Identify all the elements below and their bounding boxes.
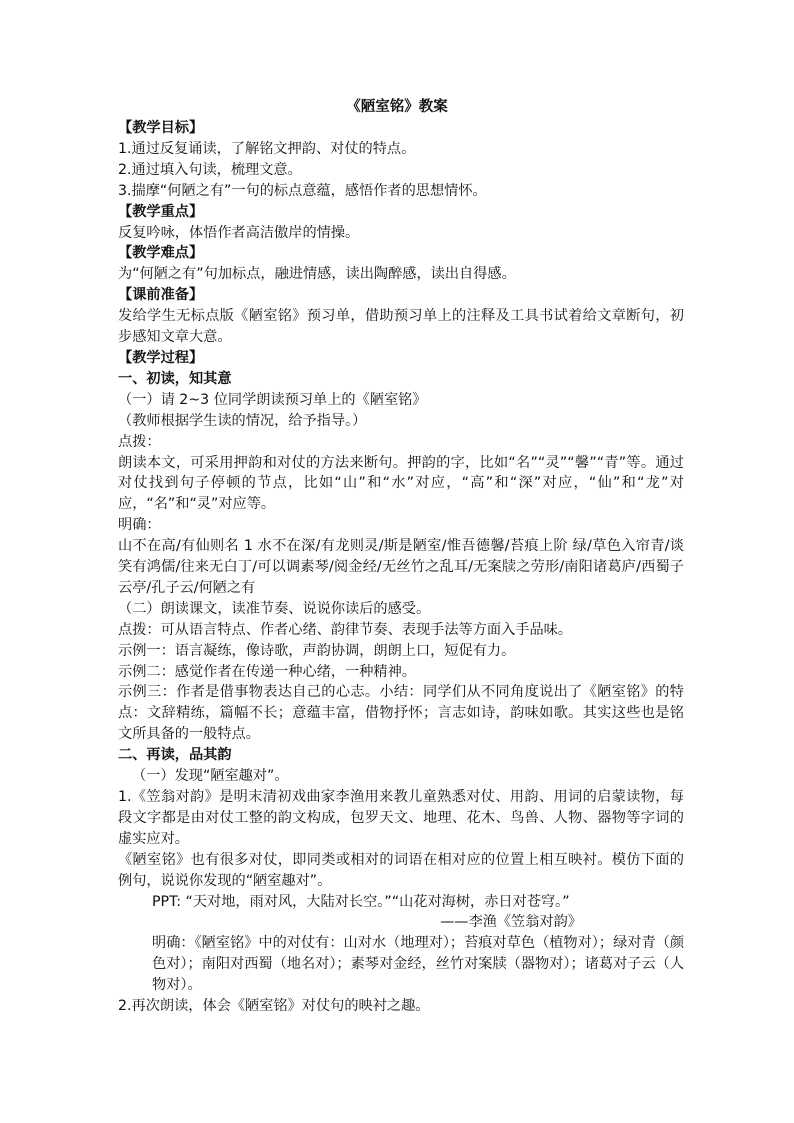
- paragraph: 1.《笠翁对韵》是明末清初戏曲家李渔用来教儿童熟悉对仗、用韵、用词的启蒙读物，每段文字都是由对仗工整的韵文构成，包罗天文、地理、花木、鸟兽、人物、器物等字词的虚实应对。: [118, 789, 684, 847]
- quote-source: ——李渔《笠翁对韵》: [440, 914, 582, 931]
- paragraph: 示例二：感觉作者在传递一种心绪，一种精神。: [118, 663, 416, 680]
- difficulty-text: 为“何陋之有”句加标点，融进情感，读出陶醉感，读出自得感。: [118, 266, 516, 283]
- paragraph: 《陋室铭》也有很多对仗，即同类或相对的词语在相对应的位置上相互映衬。模仿下面的例句，说说你发现的“陋室趣对”。: [118, 851, 684, 889]
- paragraph: 示例一：语言凝练，像诗歌，声韵协调，朗朗上口，短促有力。: [118, 642, 516, 659]
- document-title: 《陋室铭》教案: [346, 99, 448, 115]
- paragraph: 示例三：作者是借事物表达自己的心志。小结：同学们从不同角度说出了《陋室铭》的特点：文辞精练，篇幅不长；意蕴丰富，借物抒怀；言志如诗，韵味如歌。其实这些也是铭文所具备的一般特点。: [118, 684, 684, 743]
- ppt-example: PPT: “天对地，雨对风，大陆对长空。”“山花对海树，赤日对苍穹。”: [152, 893, 570, 910]
- section-heading-preparation: 【课前准备】: [118, 287, 204, 304]
- objective-2: 2.通过填入句读，梳理文意。: [118, 161, 302, 178]
- document-body: [118, 118, 684, 1017]
- paragraph: 明确：《陋室铭》中的对仗有：山对水（地理对）；苔痕对草色（植物对）；绿对青（颜色对）；南阳对西蜀（地名对）；素琴对金经，丝竹对案牍（器物对）；诸葛对子云（人物对）。: [152, 935, 685, 994]
- section-heading-process: 【教学过程】: [118, 349, 204, 366]
- objective-3: 3.揣摩“何陋之有”一句的标点意蕴，感悟作者的思想情怀。: [118, 182, 487, 199]
- paragraph: 明确：: [118, 517, 161, 534]
- paragraph: 朗读本文，可采用押韵和对仗的方法来断句。押韵的字，比如“名”“灵”“馨”“青”等。通过对仗找到句子停顿的节点，比如“山”和“水”对应，“高”和“深”对应，“仙”和“龙”对应，“名”和“灵”对应等。: [118, 454, 684, 513]
- paragraph: （一）请 2~3 位同学朗读预习单上的《陋室铭》: [118, 391, 427, 408]
- paragraph: （教师根据学生读的情况，给予指导。）: [118, 412, 367, 429]
- paragraph: 点拨：: [118, 433, 161, 450]
- preparation-text: 发给学生无标点版《陋室铭》预习单，借助预习单上的注释及工具书试着给文章断句，初步感知文章大意。: [118, 308, 684, 346]
- section-heading-difficulties: 【教学难点】: [118, 245, 204, 262]
- paragraph: （一）发现“陋室趣对”。: [132, 768, 289, 785]
- paragraph: 2.再次朗读，体会《陋室铭》对仗句的映衬之趣。: [118, 998, 430, 1015]
- section-heading-key-points: 【教学重点】: [118, 203, 204, 220]
- paragraph: 点拨：可从语言特点、作者心绪、韵律节奏、表现手法等方面入手品味。: [118, 621, 573, 638]
- step-heading-second-reading: 二、再读，品其韵: [118, 747, 232, 764]
- section-heading-objectives: 【教学目标】: [118, 120, 204, 136]
- paragraph: 山不在高/有仙则名 1 水不在深/有龙则灵/斯是陋室/惟吾德馨/苔痕上阶 绿/草色入帘青/谈笑有鸿儒/往来无白丁/可以调素琴/阅金经/无丝竹之乱耳/无案牍之劳形/南阳诸葛庐/西蜀子云亭/孔子云/何陋之有: [118, 538, 684, 596]
- key-point-text: 反复吟咏，体悟作者高洁傲岸的情操。: [118, 224, 360, 241]
- paragraph: （二）朗读课文，读准节奏、说说你读后的感受。: [118, 600, 431, 617]
- objective-1: 1.通过反复诵读，了解铭文押韵、对仗的特点。: [118, 140, 416, 157]
- step-heading-first-reading: 一、初读，知其意: [118, 370, 232, 387]
